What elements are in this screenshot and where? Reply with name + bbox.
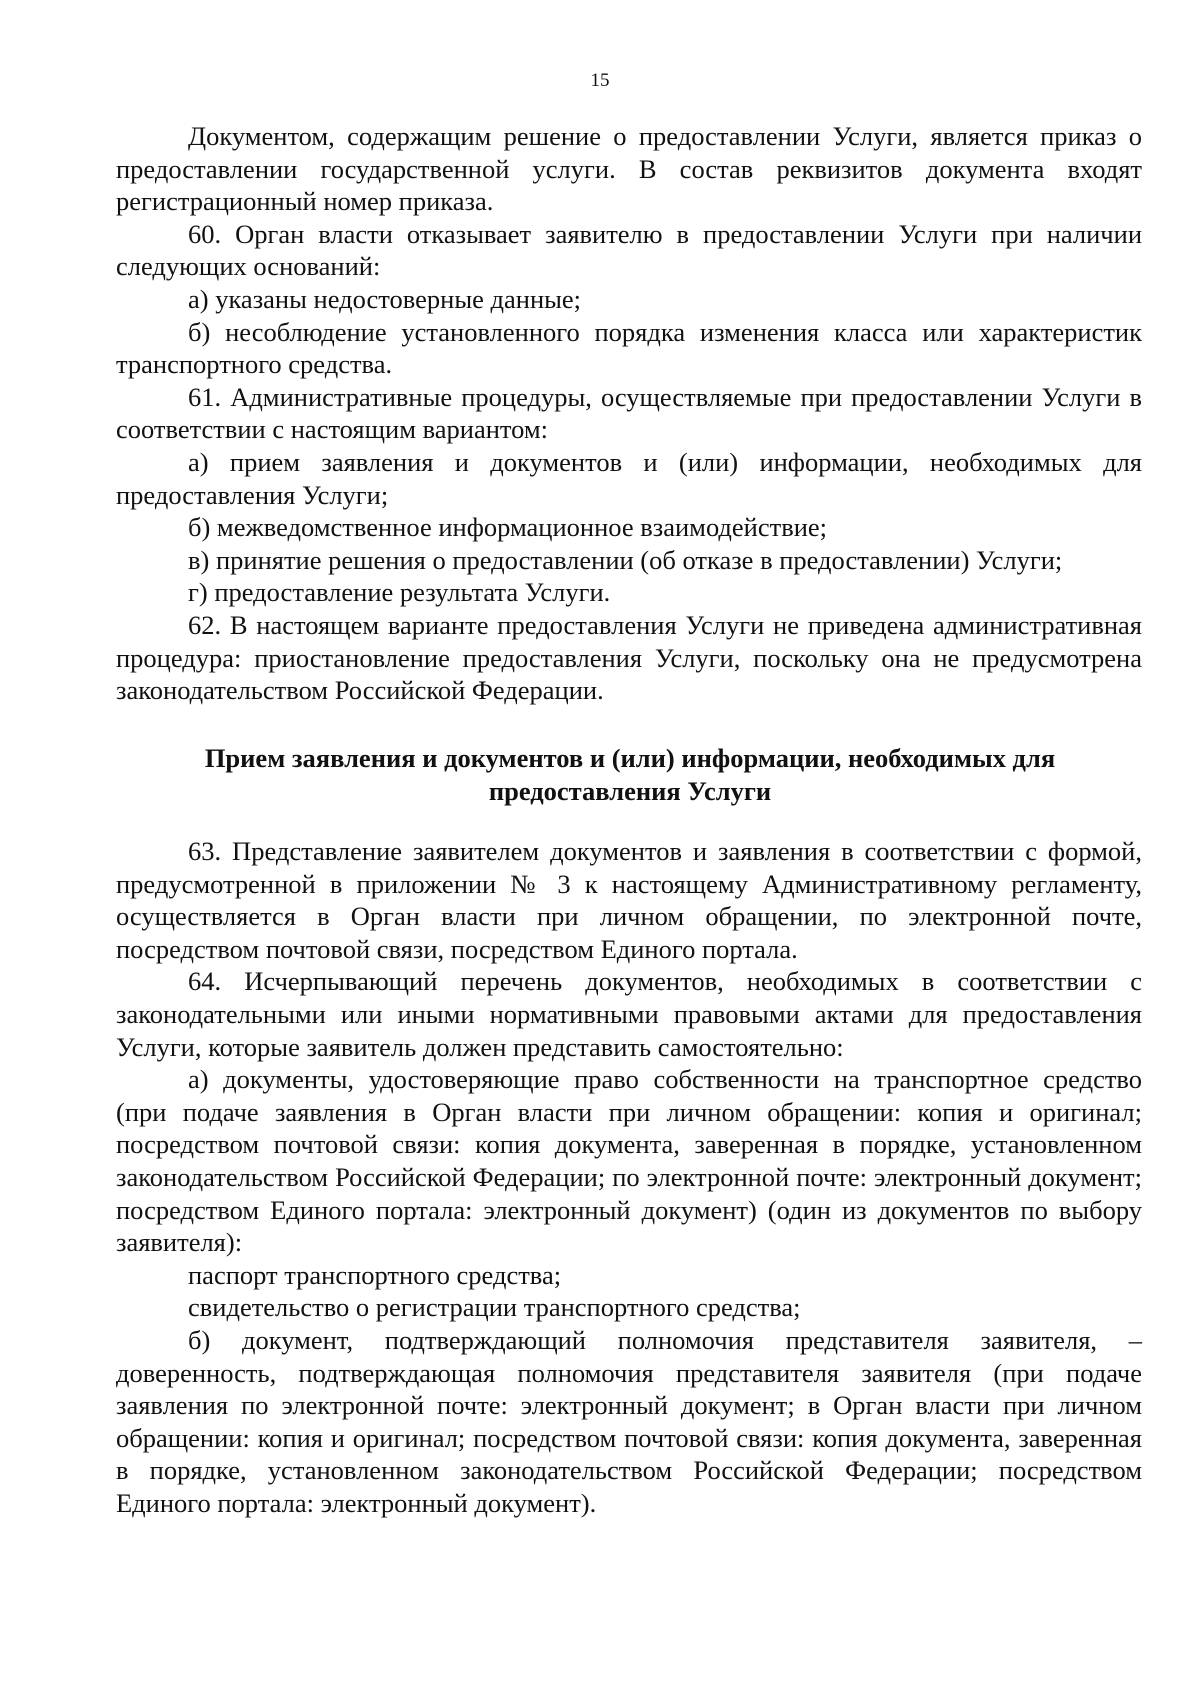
paragraph-60: 60. Орган власти отказывает заявителю в предоставлении Услуги при наличии следующих оснований: bbox=[116, 218, 1142, 282]
paragraph-64: 64. Исчерпывающий перечень документов, необходимых в соответствии с законодательными или иными нормативными правовыми актами для предоставления Услуги, которые заявитель должен представить самостоятельно: bbox=[116, 966, 1142, 1062]
paragraph-61-a: а) прием заявления и документов и (или) информации, необходимых для предоставления Услуги; bbox=[116, 446, 1142, 510]
paragraph-61-g: г) предоставление результата Услуги. bbox=[188, 577, 611, 608]
document-body-top bbox=[116, 120, 1142, 707]
paragraph-64-a-item-1: паспорт транспортного средства; bbox=[188, 1259, 562, 1290]
section-heading-line-1: Прием заявления и документов и (или) информации, необходимых для bbox=[204, 743, 1056, 773]
paragraph-64-a: а) документы, удостоверяющие право собственности на транспортное средство (при подаче заявления в Орган власти при личном обращении: копия и оригинал; посредством почтовой связи: копия документа, заверенная в порядке, установленном законодательством Российской Федерации; по электронной почте: электронный документ; посредством Единого портала: электронный документ) (один из документов по выбору заявителя): bbox=[116, 1064, 1142, 1258]
paragraph-61: 61. Административные процедуры, осуществляемые при предоставлении Услуги в соответствии с настоящим вариантом: bbox=[116, 381, 1142, 445]
paragraph-62: 62. В настоящем варианте предоставления Услуги не приведена административная процедура: приостановление предоставления Услуги, поскольку она не предусмотрена законодательством Российской Федерации. bbox=[116, 609, 1142, 706]
paragraph-60-a: а) указаны недостоверные данные; bbox=[188, 283, 582, 314]
paragraph-61-b: б) межведомственное информационное взаимодействие; bbox=[188, 512, 828, 543]
paragraph-61-v: в) принятие решения о предоставлении (об отказе в предоставлении) Услуги; bbox=[188, 544, 1063, 575]
paragraph-64-a-item-2: свидетельство о регистрации транспортного средства; bbox=[188, 1292, 801, 1323]
page-number: 15 bbox=[590, 70, 610, 91]
paragraph-60-b: б) несоблюдение установленного порядка изменения класса или характеристик транспортного средства. bbox=[116, 316, 1142, 380]
paragraph-decision-document: Документом, содержащим решение о предоставлении Услуги, является приказ о предоставлении государственной услуги. В состав реквизитов документа входят регистрационный номер приказа. bbox=[116, 121, 1142, 217]
section-heading-line-2: предоставления Услуги bbox=[488, 775, 772, 806]
paragraph-64-b: б) документ, подтверждающий полномочия представителя заявителя, – доверенность, подтверждающая полномочия представителя заявителя (при подаче заявления по электронной почте: электронный документ; в Орган власти при личном обращении: копия и оригинал; посредством почтовой связи: копия документа, заверенная в порядке, установленном законодательством Российской Федерации; посредством Единого портала: электронный документ). bbox=[116, 1324, 1142, 1518]
paragraph-63: 63. Представление заявителем документов и заявления в соответствии с формой, предусмотренной в приложении № 3 к настоящему Административному регламенту, осуществляется в Орган власти при личном обращении, по электронной почте, посредством почтовой связи, посредством Единого портала. bbox=[116, 836, 1142, 964]
document-body-bottom bbox=[116, 835, 1142, 1519]
section-heading bbox=[150, 742, 1110, 807]
